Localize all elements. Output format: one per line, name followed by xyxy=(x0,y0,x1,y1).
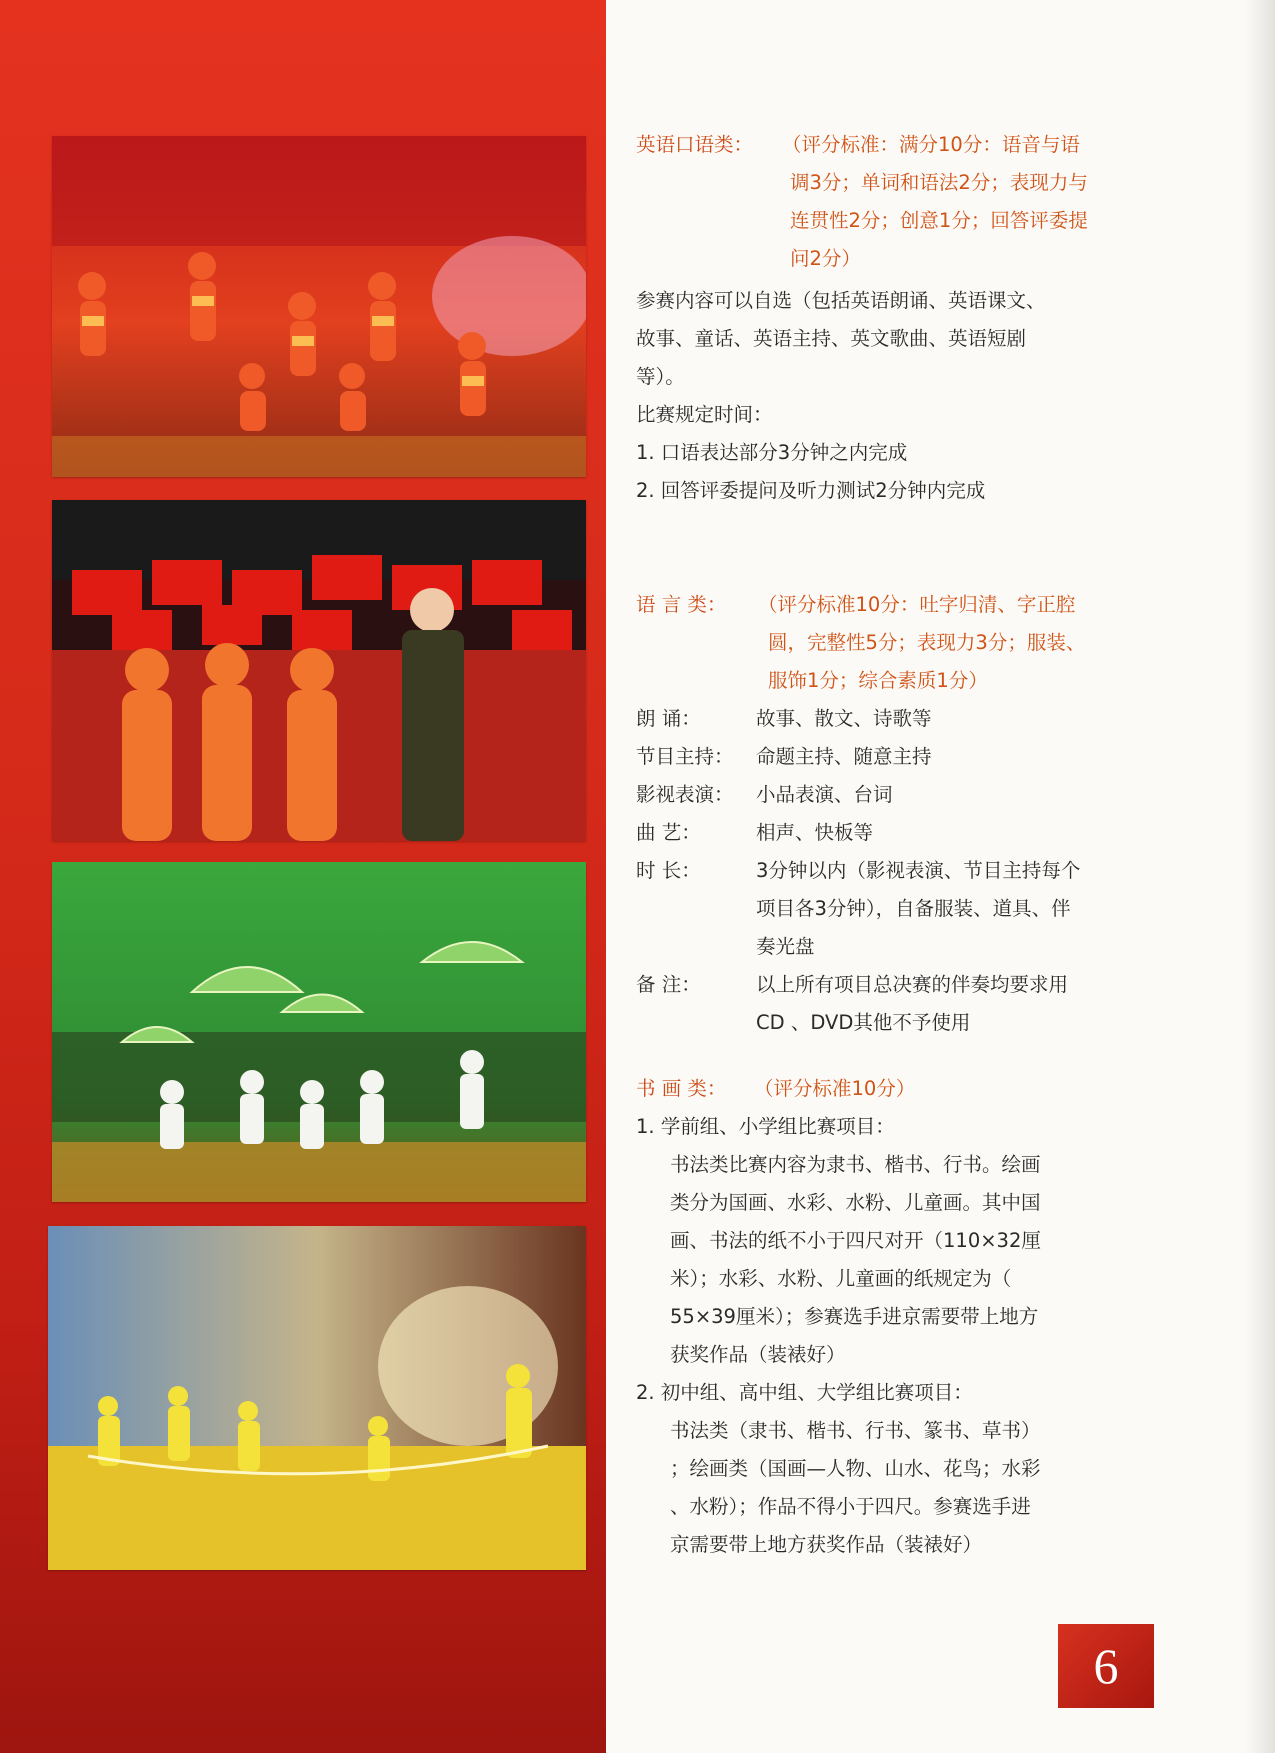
language-item-term: 曲 艺： xyxy=(636,821,701,844)
art-group1-line: 书法类比赛内容为隶书、楷书、行书。绘画 xyxy=(670,1153,1041,1176)
art-group2-title: 2. 初中组、高中组、大学组比赛项目： xyxy=(636,1381,973,1404)
left-red-panel xyxy=(0,0,606,1753)
art-criteria: （评分标准10分） xyxy=(754,1077,916,1100)
language-item-desc: 项目各3分钟），自备服装、道具、伴 xyxy=(756,897,1071,920)
language-item-term: 备 注： xyxy=(636,973,701,996)
photo-yellow-dancers xyxy=(48,1226,586,1570)
english-content-line: 参赛内容可以自选（包括英语朗诵、英语课文、 xyxy=(636,289,1046,312)
language-section-heading xyxy=(636,586,726,624)
english-criteria-line: （评分标准：满分10分：语音与语 xyxy=(782,133,1080,156)
language-item-term: 朗 诵： xyxy=(636,707,701,730)
art-group1-line: 画、书法的纸不小于四尺对开（110×32厘 xyxy=(670,1229,1041,1252)
photo-red-costume-dancers-image xyxy=(52,136,586,477)
language-item-desc: 3分钟以内（影视表演、节目主持每个 xyxy=(756,859,1081,882)
english-section-label: 英语口语类： xyxy=(636,133,754,156)
art-group1-line: 米）；水彩、水粉、儿童画的纸规定为（ xyxy=(670,1267,1012,1290)
art-group1-line: 获奖作品（装裱好） xyxy=(670,1343,846,1366)
art-group2-line: ；绘画类（国画—人物、山水、花鸟；水彩 xyxy=(670,1457,1041,1480)
photo-yellow-dancers-image xyxy=(48,1226,586,1570)
language-criteria-line: 服饰1分；综合素质1分） xyxy=(768,669,988,692)
art-group1-line: 类分为国画、水彩、水粉、儿童画。其中国 xyxy=(670,1191,1041,1214)
photo-flag-chorus xyxy=(52,500,586,841)
photo-red-costume-dancers xyxy=(52,136,586,477)
art-group2-line: 京需要带上地方获奖作品（装裱好） xyxy=(670,1533,983,1556)
english-time-title: 比赛规定时间： xyxy=(636,403,773,426)
art-group2-line: 书法类（隶书、楷书、行书、篆书、草书） xyxy=(670,1419,1041,1442)
language-item-term: 节目主持： xyxy=(636,745,734,768)
art-group1-line: 55×39厘米）；参赛选手进京需要带上地方 xyxy=(670,1305,1039,1328)
language-item-desc: 小品表演、台词 xyxy=(756,783,893,806)
english-time-item: 1. 口语表达部分3分钟之内完成 xyxy=(636,441,908,464)
language-criteria-line: （评分标准10分：吐字归清、字正腔 xyxy=(758,593,1076,616)
language-item-desc: 奏光盘 xyxy=(756,935,815,958)
photo-umbrella-dancers xyxy=(52,862,586,1202)
art-group2-line: 、水粉）；作品不得小于四尺。参赛选手进 xyxy=(670,1495,1031,1518)
english-criteria-line: 连贯性2分；创意1分；回答评委提 xyxy=(790,209,1088,232)
page-number: 6 xyxy=(1093,1638,1119,1694)
language-section-label: 语 言 类： xyxy=(636,593,727,616)
page-edge-shadow xyxy=(1245,0,1275,1753)
art-group1-title: 1. 学前组、小学组比赛项目： xyxy=(636,1115,895,1138)
photo-flag-chorus-image xyxy=(52,500,586,841)
english-criteria-line: 问2分） xyxy=(790,247,861,270)
language-item-desc: 故事、散文、诗歌等 xyxy=(756,707,932,730)
language-criteria-line: 圆，完整性5分；表现力3分；服装、 xyxy=(768,631,1086,654)
english-content-line: 故事、童话、英语主持、英文歌曲、英语短剧 xyxy=(636,327,1027,350)
language-item-desc: 相声、快板等 xyxy=(756,821,874,844)
english-content-line: 等）。 xyxy=(636,365,685,388)
english-criteria-line: 调3分；单词和语法2分；表现力与 xyxy=(790,171,1088,194)
page-number-box xyxy=(1058,1624,1154,1708)
language-item-desc: CD 、DVD其他不予使用 xyxy=(756,1011,971,1034)
english-time-item: 2. 回答评委提问及听力测试2分钟内完成 xyxy=(636,479,986,502)
language-item-desc: 命题主持、随意主持 xyxy=(756,745,932,768)
language-item-desc: 以上所有项目总决赛的伴奏均要求用 xyxy=(756,973,1069,996)
photo-umbrella-dancers-image xyxy=(52,862,586,1202)
art-section-heading xyxy=(636,1070,726,1108)
language-item-term: 影视表演： xyxy=(636,783,734,806)
art-section-label: 书 画 类： xyxy=(636,1077,727,1100)
language-item-term: 时 长： xyxy=(636,859,701,882)
english-section-heading xyxy=(636,126,753,164)
